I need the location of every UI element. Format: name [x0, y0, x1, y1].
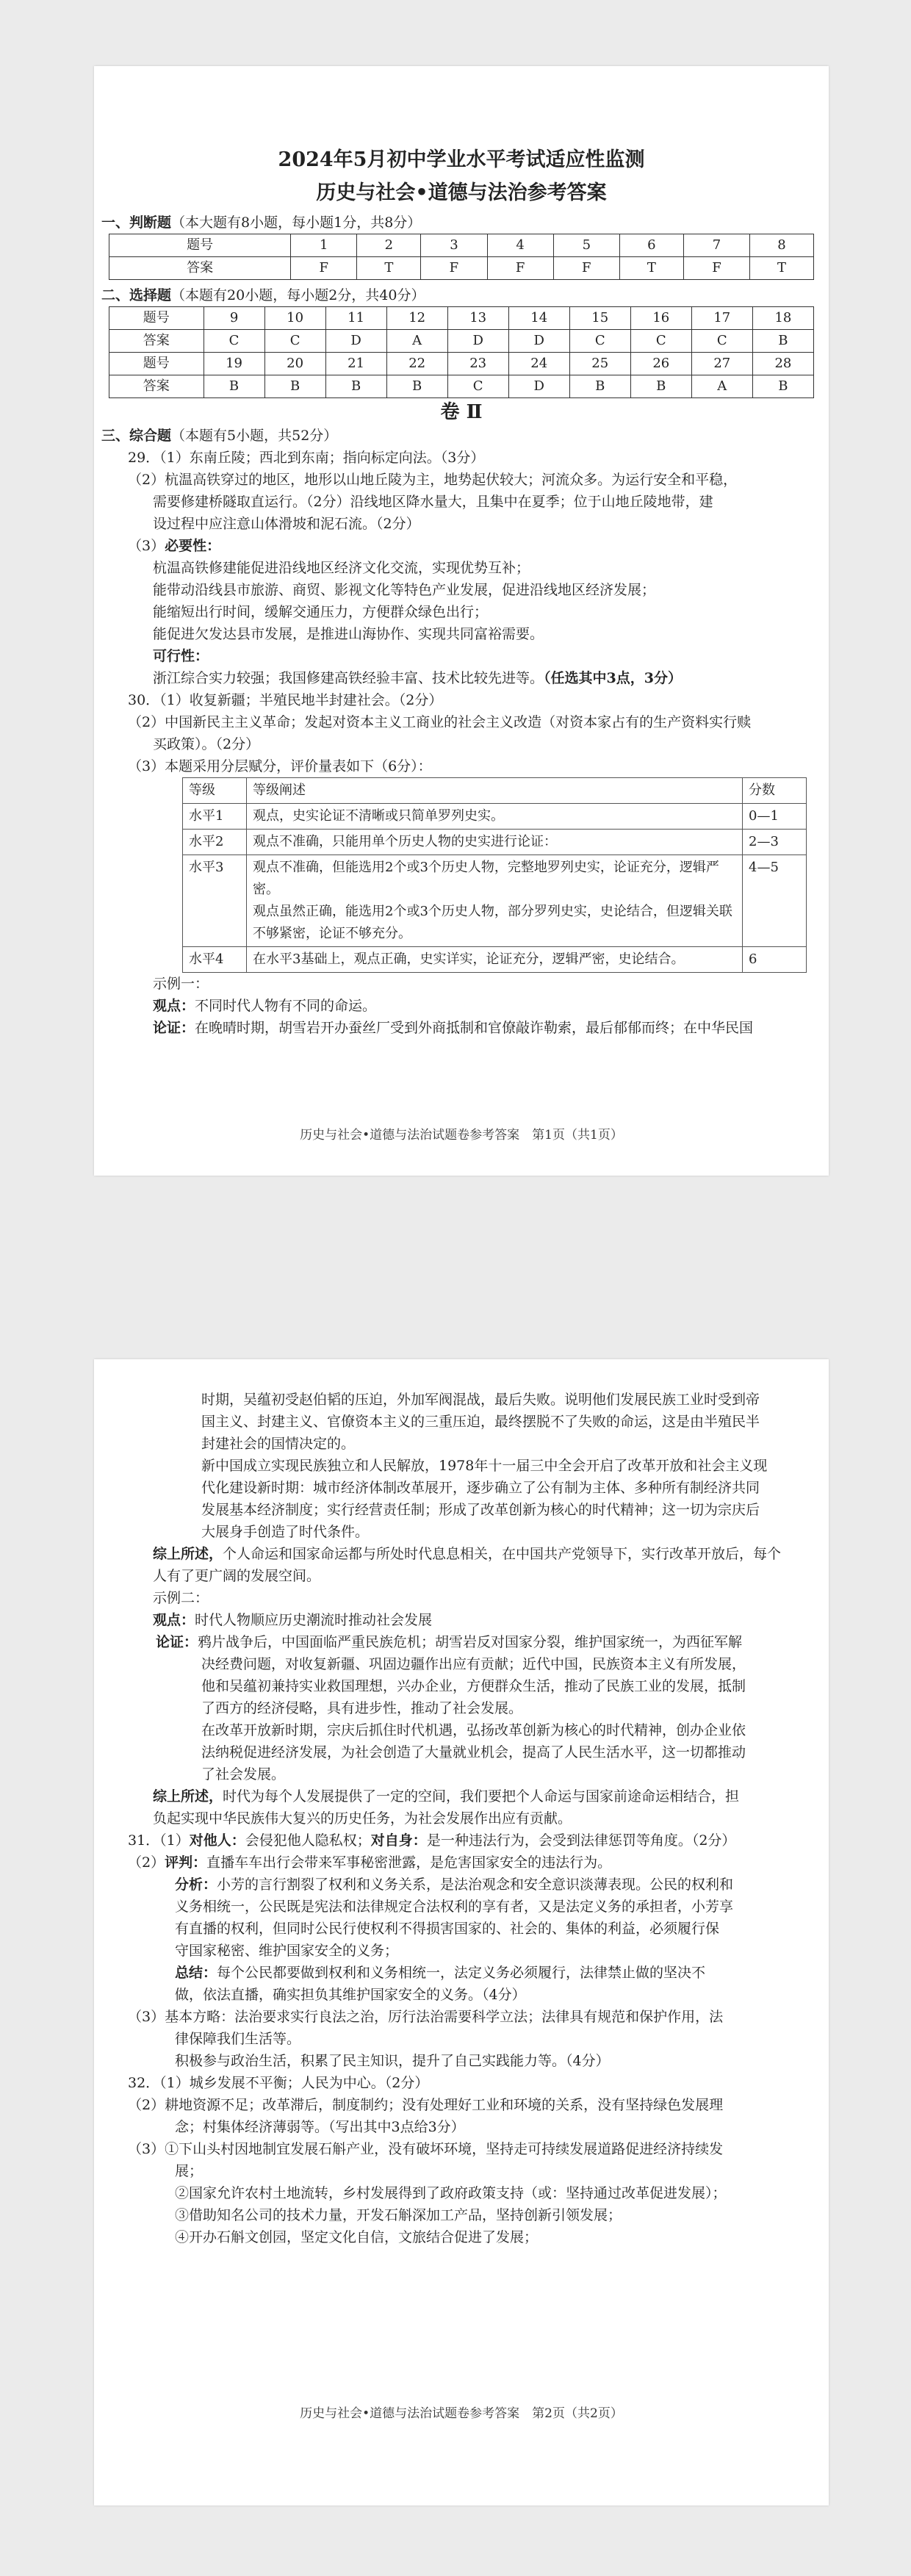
cell: 15 — [569, 307, 630, 330]
q31-part3-line3: 积极参与政治生活，积累了民主知识，提升了自己实践能力等。（4分） — [175, 2053, 610, 2069]
cell: A — [691, 375, 752, 398]
ex2-summary-line1: 综上所述，时代为每个人发展提供了一定的空间，我们要把个人命运与国家前途命运相结合，担 — [153, 1788, 740, 1805]
cell: B — [386, 375, 447, 398]
cell: C — [204, 330, 264, 353]
rubric-level: 水平3 — [183, 855, 247, 947]
ex2-summary-line2: 负起实现中华民族伟大复兴的历史任务，为社会发展作出应有贡献。 — [153, 1810, 572, 1827]
table-row-header: 答案 — [109, 330, 204, 353]
rubric-desc: 观点不准确，只能用单个历史人物的史实进行论证： — [247, 830, 743, 855]
rubric-score: 2—3 — [743, 830, 807, 855]
cell: 6 — [619, 234, 683, 257]
rubric-level: 水平2 — [183, 830, 247, 855]
cell: 11 — [325, 307, 386, 330]
cell: 24 — [508, 353, 569, 375]
cell: F — [553, 257, 619, 280]
q31-part3-line1: （3）基本方略：法治要求实行良法之治，厉行法治需要科学立法；法律具有规范和保护作用，法 — [128, 2009, 724, 2025]
rubric-score: 4—5 — [743, 855, 807, 947]
cell: T — [750, 257, 814, 280]
ex1-cont-line7: 大展身手创造了时代条件。 — [201, 1524, 370, 1540]
page1-footer: 历史与社会•道德与法治试题卷参考答案 第1页（共1页） — [300, 1128, 623, 1143]
rubric-desc: 在水平3基础上，观点正确，史实详实，论证充分，逻辑严密，史论结合。 — [247, 947, 743, 973]
q29-part2-line3: 设过程中应注意山体滑坡和泥石流。（2分） — [153, 516, 420, 532]
cell: D — [508, 330, 569, 353]
cell: 18 — [752, 307, 813, 330]
cell: 20 — [264, 353, 325, 375]
example1-label: 示例一： — [153, 976, 209, 992]
cell: F — [421, 257, 487, 280]
q32-part1: 32．（1）城乡发展不平衡；人民为中心。（2分） — [128, 2075, 429, 2091]
q31-analysis-line2: 义务相统一，公民既是宪法和法律规定合法权利的享有者，又是法定义务的承担者，小芳享 — [175, 1899, 734, 1915]
cell: F — [487, 257, 553, 280]
cell: F — [291, 257, 357, 280]
page1-body — [101, 212, 821, 1039]
cell: D — [508, 375, 569, 398]
q31-part1: 31．（1）对他人：会侵犯他人隐私权；对自身：是一种违法行为，会受到法律惩罚等角度。（2分） — [128, 1832, 736, 1849]
judgement-answer-table — [109, 234, 814, 280]
ex1-cont-line6: 发展基本经济制度；实行经营责任制；形成了改革创新为核心的时代精神；这一切为宗庆后 — [201, 1502, 760, 1518]
cell: 2 — [357, 234, 421, 257]
section3-heading: 三、综合题（本题有5小题，共52分） — [101, 428, 338, 444]
section1-heading: 一、判断题（本大题有8小题，每小题1分，共8分） — [101, 215, 422, 231]
cell: 27 — [691, 353, 752, 375]
q31-part2-judgement: （2）评判：直播车车出行会带来军事秘密泄露，是危害国家安全的违法行为。 — [128, 1854, 612, 1871]
ex1-cont-line5: 代化建设新时期：城市经济体制改革展开，逐步确立了公有制为主体、多种所有制经济共同 — [201, 1480, 760, 1496]
rubric-level: 水平1 — [183, 804, 247, 830]
answer-page-2 — [94, 1359, 829, 2505]
q32-part2-line1: （2）耕地资源不足；改革滞后，制度制约；没有处理好工业和环境的关系，没有坚持绿色发展理 — [128, 2097, 724, 2113]
example2-argument-line6: 法纳税促进经济发展，为社会创造了大量就业机会，提高了人民生活水平，这一切都推动 — [201, 1744, 746, 1760]
example2-argument-line4: 了西方的经济侵略，具有进步性，推动了社会发展。 — [201, 1700, 523, 1716]
doc-title-line1: 2024年5月初中学业水平考试适应性监测 — [278, 148, 645, 171]
q32-part3-item1-line2: 展； — [175, 2163, 204, 2179]
q29-feasibility-label: 可行性： — [153, 648, 209, 664]
part-two-heading: 卷 Ⅱ — [440, 401, 483, 423]
page2-body — [101, 1389, 821, 2248]
q29-part3-line4: 能促进欠发达县市发展，是推进山海协作、实现共同富裕需要。 — [153, 626, 544, 642]
cell: 1 — [291, 234, 357, 257]
cell: F — [683, 257, 749, 280]
q29-part3-line5: 浙江综合实力较强；我国修建高铁经验丰富、技术比较先进等。（任选其中3点，3分） — [153, 670, 682, 686]
ex1-cont-line3: 封建社会的国情决定的。 — [201, 1436, 356, 1452]
table-row-header: 题号 — [109, 353, 204, 375]
choice-answer-table — [109, 306, 814, 398]
rubric-header-score: 分数 — [743, 778, 807, 804]
q32-part3-item2: ②国家允许农村土地流转，乡村发展得到了政府政策支持（或：坚持通过改革促进发展）； — [175, 2185, 727, 2201]
cell: 4 — [487, 234, 553, 257]
cell: C — [569, 330, 630, 353]
table-row-header: 答案 — [109, 257, 291, 280]
cell: 26 — [630, 353, 691, 375]
ex1-summary-line1: 综上所述，个人命运和国家命运都与所处时代息息相关，在中国共产党领导下，实行改革开放后，每个 — [153, 1546, 782, 1562]
cell: 5 — [553, 234, 619, 257]
q31-summary-line2: 做，依法直播，确实担负其维护国家安全的义务。（4分） — [175, 1987, 526, 2003]
cell: 10 — [264, 307, 325, 330]
q31-analysis-line4: 守国家秘密、维护国家安全的义务； — [175, 1943, 399, 1959]
q32-part3-item4: ④开办石斛文创园，坚定文化自信，文旅结合促进了发展； — [175, 2229, 539, 2245]
cell: 23 — [447, 353, 508, 375]
cell: 7 — [683, 234, 749, 257]
table-row-header: 题号 — [109, 234, 291, 257]
q31-analysis-line3: 有直播的权利，但同时公民行使权利不得损害国家的、社会的、集体的利益，必须履行保 — [175, 1921, 720, 1937]
q32-part3-item3: ③借助知名公司的技术力量，开发石斛深加工产品，坚持创新引领发展； — [175, 2207, 622, 2223]
cell: 14 — [508, 307, 569, 330]
ex1-cont-line4: 新中国成立实现民族独立和人民解放，1978年十一届三中全会开启了改革开放和社会主义现 — [201, 1458, 768, 1474]
cell: 17 — [691, 307, 752, 330]
cell: D — [325, 330, 386, 353]
example2-argument-line1: 论证：鸦片战争后，中国面临严重民族危机；胡雪岩反对国家分裂，维护国家统一，为西征军解 — [156, 1634, 743, 1650]
cell: B — [752, 375, 813, 398]
cell: C — [264, 330, 325, 353]
page2-footer: 历史与社会•道德与法治试题卷参考答案 第2页（共2页） — [300, 2406, 623, 2421]
rubric-header-desc: 等级阐述 — [247, 778, 743, 804]
cell: 13 — [447, 307, 508, 330]
q31-part3-line2: 律保障我们生活等。 — [175, 2031, 301, 2047]
cell: 22 — [386, 353, 447, 375]
cell: 16 — [630, 307, 691, 330]
answer-page-1 — [94, 66, 829, 1176]
q29-part2-line2: 需要修建桥隧取直运行。（2分）沿线地区降水量大，且集中在夏季；位于山地丘陵地带，建 — [153, 494, 713, 510]
q31-analysis-line1: 分析：小芳的言行割裂了权利和义务关系，是法治观念和安全意识淡薄表现。公民的权利和 — [175, 1877, 734, 1893]
cell: B — [325, 375, 386, 398]
cell: 3 — [421, 234, 487, 257]
cell: 25 — [569, 353, 630, 375]
q29-part2-line1: （2）杭温高铁穿过的地区，地形以山地丘陵为主，地势起伏较大；河流众多。为运行安全和平稳， — [128, 472, 738, 488]
ex1-cont-line1: 时期，吴蕴初受赵伯韬的压迫，外加军阀混战，最后失败。说明他们发展民族工业时受到帝 — [201, 1392, 760, 1408]
q31-summary-line1: 总结：每个公民都要做到权利和义务相统一，法定义务必须履行，法律禁止做的坚决不 — [175, 1965, 706, 1981]
rubric-header-level: 等级 — [183, 778, 247, 804]
rubric-desc: 观点，史实论证不清晰或只简单罗列史实。 — [247, 804, 743, 830]
cell: B — [569, 375, 630, 398]
table-row-header: 答案 — [109, 375, 204, 398]
cell: B — [204, 375, 264, 398]
cell: B — [752, 330, 813, 353]
q30-part3: （3）本题采用分层赋分，评价量表如下（6分）： — [128, 758, 432, 774]
rubric-desc — [247, 855, 743, 947]
cell: T — [619, 257, 683, 280]
cell: 12 — [386, 307, 447, 330]
cell: B — [264, 375, 325, 398]
example2-label: 示例二： — [153, 1590, 209, 1606]
rubric-score: 0—1 — [743, 804, 807, 830]
rubric-level: 水平4 — [183, 947, 247, 973]
cell: 28 — [752, 353, 813, 375]
q29-part3-line1: 杭温高铁修建能促进沿线地区经济文化交流，实现优势互补； — [153, 560, 530, 576]
cell: T — [357, 257, 421, 280]
cell: 8 — [750, 234, 814, 257]
example2-argument-line3: 他和吴蕴初兼持实业救国理想，兴办企业，方便群众生活，推动了民族工业的发展，抵制 — [201, 1678, 746, 1694]
cell: C — [691, 330, 752, 353]
cell: C — [630, 330, 691, 353]
doc-title-line2: 历史与社会•道德与法治参考答案 — [316, 181, 607, 204]
q32-part3-item1-line1: （3）①下山头村因地制宜发展石斛产业，没有破坏环境，坚持走可持续发展道路促进经济持续发 — [128, 2141, 724, 2157]
rubric-desc-part2: 观点虽然正确，能选用2个或3个历史人物，部分罗列史实，史论结合，但逻辑关联不够紧密，论证不够充分。 — [253, 904, 732, 941]
q29-part3-line3: 能缩短出行时间，缓解交通压力，方便群众绿色出行； — [153, 604, 489, 620]
ex1-summary-line2: 人有了更广阔的发展空间。 — [153, 1568, 321, 1584]
cell: C — [447, 375, 508, 398]
example2-argument-line5: 在改革开放新时期，宗庆后抓住时代机遇，弘扬改革创新为核心的时代精神，创办企业依 — [201, 1722, 746, 1738]
q29-part3-heading: （3）必要性： — [128, 538, 221, 554]
q30-part2-line1: （2）中国新民主主义革命；发起对资本主义工商业的社会主义改造（对资本家占有的生产资料实行赎 — [128, 714, 752, 730]
ex1-cont-line2: 国主义、封建主义、官僚资本主义的三重压迫，最终摆脱不了失败的命运，这是由半殖民半 — [201, 1414, 760, 1430]
example1-argument: 论证：在晚晴时期，胡雪岩开办蚕丝厂受到外商抵制和官僚敲诈勒索，最后郁郁而终；在中华民国 — [153, 1020, 754, 1036]
cell: 21 — [325, 353, 386, 375]
cell: D — [447, 330, 508, 353]
example2-argument-line2: 决经费问题，对收复新疆、巩固边疆作出应有贡献；近代中国，民族资本主义有所发展， — [201, 1656, 746, 1672]
section2-heading: 二、选择题（本题有20小题，每小题2分，共40分） — [101, 287, 425, 303]
cell: A — [386, 330, 447, 353]
example2-viewpoint: 观点：时代人物顺应历史潮流时推动社会发展 — [153, 1612, 433, 1628]
q30-part2-line2: 买政策）。（2分） — [153, 736, 260, 752]
q32-part2-line2: 念；村集体经济薄弱等。（写出其中3点给3分） — [175, 2119, 465, 2135]
grading-rubric-table — [182, 777, 807, 973]
q30-part1: 30．（1）收复新疆；半殖民地半封建社会。（2分） — [128, 692, 443, 708]
q29-part3-line2: 能带动沿线县市旅游、商贸、影视文化等特色产业发展，促进沿线地区经济发展； — [153, 582, 656, 598]
rubric-score: 6 — [743, 947, 807, 973]
example2-argument-line7: 了社会发展。 — [201, 1766, 286, 1782]
q29-part1: 29．（1）东南丘陵；西北到东南；指向标定向法。（3分） — [128, 450, 485, 466]
example1-viewpoint: 观点：不同时代人物有不同的命运。 — [153, 998, 377, 1014]
cell: 19 — [204, 353, 264, 375]
table-row-header: 题号 — [109, 307, 204, 330]
rubric-desc-part1: 观点不准确，但能选用2个或3个历史人物，完整地罗列史实，论证充分，逻辑严密。 — [253, 860, 719, 897]
cell: 9 — [204, 307, 264, 330]
cell: B — [630, 375, 691, 398]
